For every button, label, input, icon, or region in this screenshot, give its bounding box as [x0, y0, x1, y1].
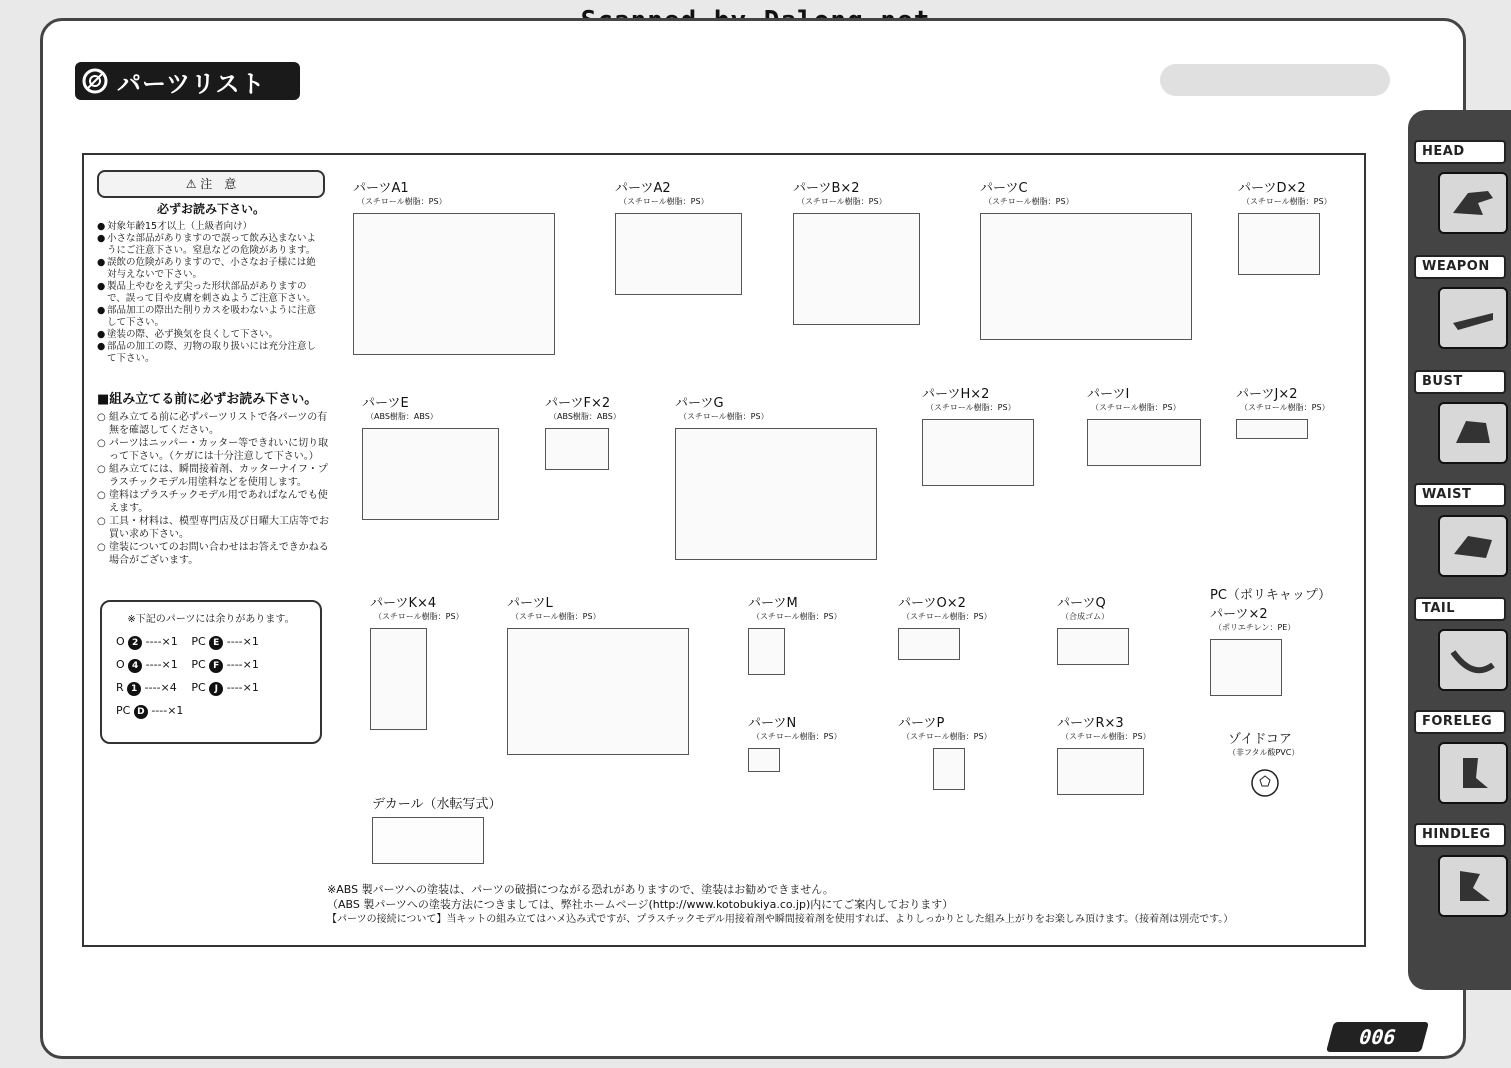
tab-label: BUST	[1414, 370, 1506, 394]
sprue-r	[1057, 712, 1151, 795]
sprue-diagram	[675, 428, 877, 560]
sprue-material: （スチロール樹脂：PS）	[752, 612, 842, 621]
list-item: ○ 工具・材料は、模型専門店及び日曜大工店等でお買い求め下さい。	[109, 515, 332, 541]
tab-hindleg[interactable]	[1414, 823, 1506, 917]
sprue-material: （スチロール樹脂：PS）	[619, 197, 709, 206]
sprue-d	[1238, 177, 1332, 275]
footnote: 【パーツの接続について】当キットの組み立てはハメ込み式ですが、プラスチックモデル用接着剤や瞬間接着剤を使用すれば、よりしっかりとした組み上がりをお楽しみ頂けます。（接着剤は別売です。）	[327, 914, 1234, 925]
sprue-name: パーツL	[507, 596, 553, 611]
zoid-core	[1228, 728, 1299, 802]
sprue-m	[748, 592, 842, 675]
sprue-diagram	[1057, 628, 1129, 665]
footnote: ※ABS 製パーツへの塗装は、パーツの破損につながる恐れがありますので、塗装はお勧めできません。	[327, 883, 834, 896]
part-number-badge: 1	[127, 682, 141, 696]
sprue-material: （スチロール樹脂：PS）	[1091, 403, 1181, 412]
sprue-material: （スチロール樹脂：PS）	[374, 612, 464, 621]
sprue-material: （スチロール樹脂：PS）	[1242, 197, 1332, 206]
sprue-f	[545, 392, 621, 470]
sprue-name: パーツA1	[353, 181, 409, 196]
part-qty: ----×1	[226, 681, 259, 694]
sprue-diagram	[370, 628, 427, 730]
sprue-q	[1057, 592, 1129, 665]
part-letter: PC	[116, 704, 131, 717]
part-letter: R	[116, 681, 124, 694]
waist-icon	[1438, 515, 1508, 577]
part-letter: PC	[191, 658, 206, 671]
sprue-diagram	[545, 428, 609, 470]
sprue-i	[1087, 383, 1201, 466]
sprue-diagram	[353, 213, 555, 355]
sprue-p	[898, 712, 992, 790]
sprue-name: パーツQ	[1057, 596, 1106, 611]
list-item: ● 対象年齢15才以上（上級者向け）	[107, 221, 325, 233]
footnotes	[327, 882, 1357, 927]
sprue-diagram	[362, 428, 499, 520]
table-row	[112, 654, 263, 677]
part-number-badge: J	[209, 682, 223, 696]
tab-label: WAIST	[1414, 483, 1506, 507]
list-item: ○ 塗装についてのお問い合わせはお答えできかねる場合がございます。	[109, 541, 332, 567]
sprue-name: パーツK×4	[370, 596, 437, 611]
sprue-material: （スチロール樹脂：PS）	[679, 412, 769, 421]
sprue-b	[793, 177, 920, 325]
decal-sheet	[372, 793, 501, 864]
list-item: ○ 塗料はプラスチックモデル用であればなんでも使えます。	[109, 489, 332, 515]
sprue-material: （ABS樹脂：ABS）	[549, 412, 621, 421]
part-qty: ----×1	[145, 635, 178, 648]
sprue-diagram	[898, 628, 960, 660]
before-heading: ■組み立てる前に必ずお読み下さい。	[97, 392, 318, 407]
sprue-name: パーツB×2	[793, 181, 860, 196]
sprue-diagram	[1087, 419, 1201, 466]
list-item: ● 部品加工の際出た削りカスを吸わないように注意して下さい。	[107, 305, 325, 329]
section-tabs	[1408, 110, 1511, 990]
tab-label: TAIL	[1414, 597, 1506, 621]
sprue-material: （スチロール樹脂：PS）	[357, 197, 447, 206]
tab-weapon[interactable]	[1414, 255, 1506, 349]
sprue-diagram	[793, 213, 920, 325]
sprue-name: パーツM	[748, 596, 798, 611]
core-name: ゾイドコア	[1228, 732, 1292, 747]
bust-icon	[1438, 402, 1508, 464]
sprue-name: パーツG	[675, 396, 724, 411]
sprue-e	[362, 392, 499, 520]
part-qty: ----×1	[226, 658, 259, 671]
foreleg-icon	[1438, 742, 1508, 804]
sprue-name: PC（ポリキャップ）パーツ×2	[1210, 588, 1325, 622]
sprue-c	[980, 177, 1192, 340]
sprue-n	[748, 712, 842, 772]
sprue-material: （スチロール樹脂：PS）	[902, 612, 992, 621]
caution-heading: ⚠ 注 意	[97, 170, 325, 198]
caution-list	[97, 221, 325, 365]
part-number-badge: E	[209, 636, 223, 650]
decal-diagram	[372, 817, 484, 864]
tab-label: FORELEG	[1414, 710, 1506, 734]
sprue-material: （スチロール樹脂：PS）	[797, 197, 887, 206]
tab-label: WEAPON	[1414, 255, 1506, 279]
hindleg-icon	[1438, 855, 1508, 917]
caution-box	[97, 170, 325, 385]
sprue-k	[370, 592, 464, 730]
tab-waist[interactable]	[1414, 483, 1506, 577]
part-qty: ----×1	[151, 704, 184, 717]
sprue-name: パーツH×2	[922, 387, 990, 402]
sprue-material: （スチロール樹脂：PS）	[1240, 403, 1330, 412]
sprue-diagram	[980, 213, 1192, 340]
tab-label: HEAD	[1414, 140, 1506, 164]
part-qty: ----×1	[226, 635, 259, 648]
core-sphere-icon	[1250, 768, 1280, 798]
part-number-badge: D	[134, 705, 148, 719]
tab-head[interactable]	[1414, 140, 1506, 234]
sprue-material: （スチロール樹脂：PS）	[902, 732, 992, 741]
spare-parts-box	[100, 600, 322, 744]
sprue-name: パーツE	[362, 396, 409, 411]
sprue-diagram	[1057, 748, 1144, 795]
sprue-h	[922, 383, 1034, 486]
sprue-name: パーツN	[748, 716, 797, 731]
list-item: ● 部品の加工の際、刃物の取り扱いには充分注意して下さい。	[107, 341, 325, 365]
sprue-name: パーツF×2	[545, 396, 611, 411]
core-material: （非フタル酸PVC）	[1228, 748, 1300, 757]
sprue-diagram	[507, 628, 689, 755]
caution-subheading: 必ずお読み下さい。	[156, 202, 265, 216]
spare-parts-table	[112, 631, 263, 723]
sprue-diagram	[748, 628, 785, 675]
list-item: ● 塗装の際、必ず換気を良くして下さい。	[107, 329, 325, 341]
part-number-badge: F	[209, 659, 223, 673]
page-title: パーツリスト	[117, 69, 266, 98]
sprue-name: パーツD×2	[1238, 181, 1306, 196]
list-item: ● 小さな部品がありますので誤って飲み込まないようにご注意下さい。窒息などの危険があります。	[107, 233, 325, 257]
part-number-badge: 4	[128, 659, 142, 673]
page-number: 006	[1326, 1022, 1429, 1052]
sprue-material: （スチロール樹脂：PS）	[1061, 732, 1151, 741]
tab-tail[interactable]	[1414, 597, 1506, 691]
tab-foreleg[interactable]	[1414, 710, 1506, 804]
sprue-material: （スチロール樹脂：PS）	[926, 403, 1016, 412]
list-item: ● 製品上やむをえず尖った形状部品がありますので、誤って目や皮膚を刺さぬようご注意下さい。	[107, 281, 325, 305]
sprue-material: （スチロール樹脂：PS）	[984, 197, 1074, 206]
sprue-pc	[1210, 584, 1330, 696]
before-list	[97, 411, 332, 567]
sprue-name: パーツP	[898, 716, 945, 731]
sprue-diagram	[1238, 213, 1320, 275]
sprue-diagram	[922, 419, 1034, 486]
tab-bust[interactable]	[1414, 370, 1506, 464]
before-assembly-section	[97, 388, 332, 567]
decal-label: デカール（水転写式）	[372, 797, 502, 812]
sprue-diagram	[1210, 639, 1282, 696]
part-letter: PC	[191, 635, 206, 648]
section-header	[75, 62, 300, 100]
sprue-a2	[615, 177, 742, 295]
sprue-diagram	[748, 748, 780, 772]
list-item: ○ 組み立てには、瞬間接着剤、カッターナイフ・プラスチックモデル用塗料などを使用します。	[109, 463, 332, 489]
sprue-name: パーツJ×2	[1236, 387, 1298, 402]
part-number-badge: 2	[128, 636, 142, 650]
sprue-diagram	[1236, 419, 1308, 439]
sprue-material: （スチロール樹脂：PS）	[752, 732, 842, 741]
sprue-j	[1236, 383, 1330, 439]
spare-parts-note: ※下記のパーツには余りがあります。	[127, 614, 295, 625]
gear-icon	[81, 67, 109, 95]
sprue-diagram	[933, 748, 965, 790]
table-row	[112, 700, 263, 723]
sprue-a1	[353, 177, 555, 355]
part-letter: O	[116, 635, 125, 648]
part-letter: O	[116, 658, 125, 671]
head-icon	[1438, 172, 1508, 234]
list-item: ○ パーツはニッパー・カッター等できれいに切り取って下さい。（ケガには十分注意して下さい。）	[109, 437, 332, 463]
sprue-material: （ABS樹脂：ABS）	[366, 412, 438, 421]
sprue-g	[675, 392, 877, 560]
sprue-name: パーツO×2	[898, 596, 966, 611]
sprue-name: パーツI	[1087, 387, 1130, 402]
sprue-material: （スチロール樹脂：PS）	[511, 612, 601, 621]
sprue-l	[507, 592, 689, 755]
table-row	[112, 677, 263, 700]
sprue-name: パーツC	[980, 181, 1028, 196]
sprue-diagram	[615, 213, 742, 295]
sprue-material: （合成ゴム）	[1061, 612, 1109, 621]
sprue-name: パーツR×3	[1057, 716, 1124, 731]
sprue-o	[898, 592, 992, 660]
part-qty: ----×4	[144, 681, 177, 694]
list-item: ○ 組み立てる前に必ずパーツリストで各パーツの有無を確認してください。	[109, 411, 332, 437]
tail-icon	[1438, 629, 1508, 691]
footnote: （ABS 製パーツへの塗装方法につきましては、弊社ホームページ(http://www.kotobukiya.co.jp)内にてご案内しております）	[327, 898, 954, 911]
table-row	[112, 631, 263, 654]
part-qty: ----×1	[145, 658, 178, 671]
weapon-icon	[1438, 287, 1508, 349]
ghost-header-right	[1160, 64, 1390, 96]
part-letter: PC	[191, 681, 206, 694]
sprue-material: （ポリエチレン：PE）	[1214, 623, 1296, 632]
sprue-name: パーツA2	[615, 181, 671, 196]
tab-label: HINDLEG	[1414, 823, 1506, 847]
list-item: ● 誤飲の危険がありますので、小さなお子様には絶対与えないで下さい。	[107, 257, 325, 281]
